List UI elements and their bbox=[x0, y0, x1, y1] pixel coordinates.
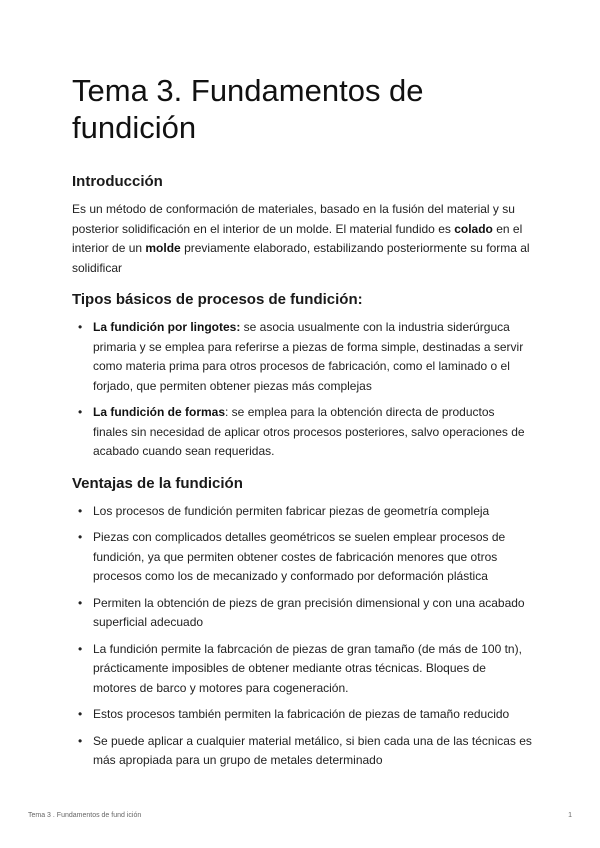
intro-text-2: en el interior de un bbox=[72, 221, 523, 255]
section-introduccion bbox=[72, 172, 532, 278]
list-item-bold: La fundición de formas bbox=[93, 405, 226, 419]
intro-paragraph bbox=[72, 200, 532, 278]
list-item bbox=[72, 403, 532, 462]
list-item-bold: La fundición por lingotes: bbox=[93, 320, 241, 334]
list-item-text: Los procesos de fundición permiten fabricar piezas de geometría compleja bbox=[93, 503, 490, 518]
list-item-text: : se emplea para la obtención directa de productos finales sin necesidad de aplicar otros procesos posteriores, salvo operaciones de acabado cuando sean requeridas. bbox=[93, 405, 525, 458]
bullet-icon: • bbox=[78, 595, 83, 610]
page-title: Tema 3. Fundamentos de fundición bbox=[72, 73, 424, 145]
list-item bbox=[72, 318, 532, 396]
bullet-icon: • bbox=[78, 503, 83, 518]
ventajas-list bbox=[72, 502, 532, 771]
intro-bold-colado: colado bbox=[454, 221, 493, 236]
list-item-text: Estos procesos también permiten la fabricación de piezas de tamaño reducido bbox=[93, 707, 510, 721]
list-item-text: se asocia usualmente con la industria siderúrguca primaria y se emplea para referirse a piezas de forma simple, destinadas a servir como materia prima para otros procesos de fabricación, como el laminado o el forjado, que permiten obtener piezas más complejas bbox=[93, 320, 524, 393]
list-item-text: Permiten la obtención de piezs de gran precisión dimensional y con una acabado superficial adecuado bbox=[93, 595, 525, 629]
list-item bbox=[72, 502, 532, 522]
intro-text-3: previamente elaborado, estabilizando posteriormente su forma al solidificar bbox=[72, 241, 530, 275]
list-item-text: Se puede aplicar a cualquier material metálico, si bien cada una de las técnicas es más apropiada para un grupo de metales determinado bbox=[93, 733, 532, 767]
section-heading-ventajas: Ventajas de la fundición bbox=[72, 474, 243, 492]
bullet-icon: • bbox=[78, 733, 83, 748]
bullet-icon: • bbox=[78, 641, 83, 656]
list-item bbox=[72, 640, 532, 699]
list-item bbox=[72, 528, 532, 587]
bullet-icon: • bbox=[78, 707, 83, 721]
section-tipos bbox=[72, 290, 532, 462]
document-page bbox=[72, 72, 532, 783]
bullet-icon: • bbox=[78, 530, 83, 544]
list-item-text: La fundición permite la fabrcación de piezas de gran tamaño (de más de 100 tn), prácticamente imposibles de obtener mediante otras técnicas. Bloques de motores de barco y motores para cogeneración. bbox=[93, 641, 522, 695]
footer-title: Tema 3 . Fundamentos de fund ición bbox=[28, 812, 142, 819]
list-item-text: Piezas con complicados detalles geométricos se suelen emplear procesos de fundición, ya que permiten obtener costes de fabricación menores que otros procesos como los de mecanizado y conformado por deformación plástica bbox=[93, 530, 506, 583]
section-ventajas bbox=[72, 474, 532, 771]
intro-text-1: Es un método de conformación de materiales, basado en la fusión del material y su posterior solidificación en el interior de un molde. El material fundido es bbox=[72, 202, 515, 236]
bullet-icon: • bbox=[78, 320, 83, 334]
list-item bbox=[72, 594, 532, 633]
bullet-icon: • bbox=[78, 405, 83, 419]
tipos-list bbox=[72, 318, 532, 462]
page-footer bbox=[28, 812, 572, 819]
list-item bbox=[72, 705, 532, 725]
page-number: 1 bbox=[568, 812, 572, 819]
section-heading-introduccion: Introducción bbox=[72, 173, 163, 190]
section-heading-tipos: Tipos básicos de procesos de fundición: bbox=[72, 291, 363, 308]
intro-bold-molde: molde bbox=[145, 241, 181, 255]
list-item bbox=[72, 732, 532, 771]
